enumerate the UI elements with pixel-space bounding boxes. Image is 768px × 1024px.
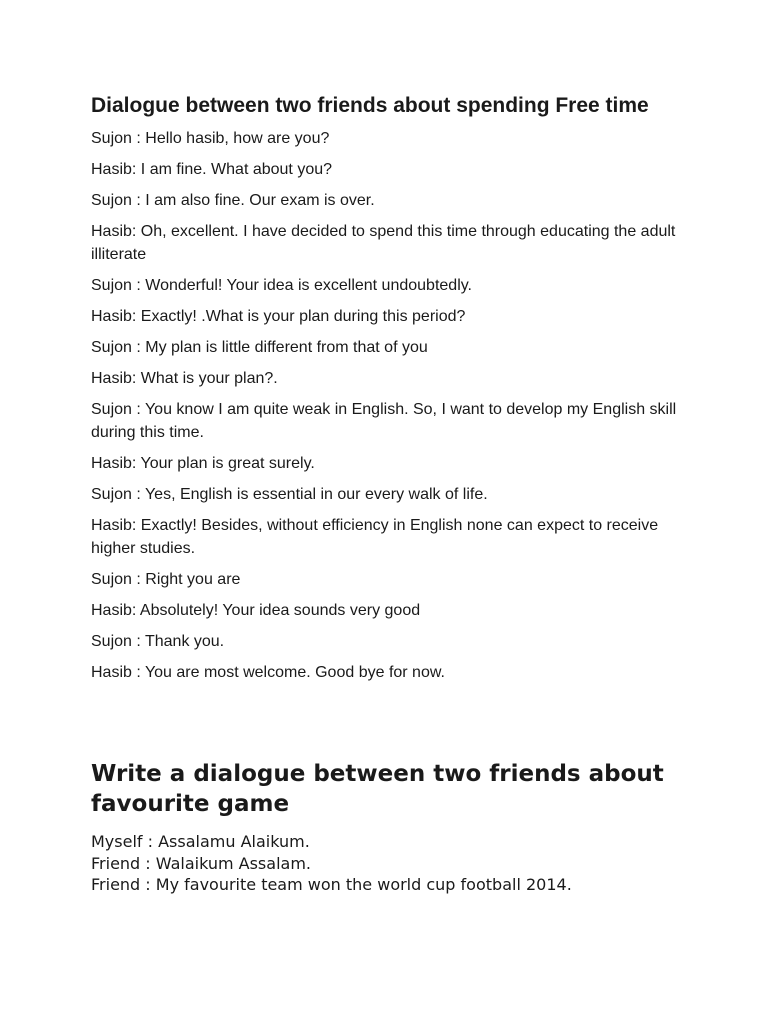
dialogue-line: Sujon : Hello hasib, how are you? bbox=[91, 130, 330, 147]
dialogue-line: Hasib : You are most welcome. Good bye for now. bbox=[91, 664, 445, 681]
dialogue-line: Sujon : Right you are bbox=[91, 571, 241, 588]
dialogue-line: Friend : Walaikum Assalam. bbox=[91, 853, 311, 873]
section-title: Dialogue between two friends about spending Free time bbox=[91, 94, 649, 117]
dialogue-line: Friend : My favourite team won the world cup football 2014. bbox=[91, 875, 572, 894]
dialogue-line: Hasib: Oh, excellent. I have decided to spend this time through educating the adult illiterate bbox=[91, 223, 676, 263]
dialogue-line: Sujon : My plan is little different from that of you bbox=[91, 339, 428, 356]
dialogue-line: Myself : Assalamu Alaikum. bbox=[91, 832, 310, 851]
dialogue-line: Hasib: Exactly! .What is your plan during this period? bbox=[91, 308, 466, 325]
dialogue-section-free-time bbox=[91, 92, 681, 692]
dialogue-line: Sujon : Yes, English is essential in our every walk of life. bbox=[91, 486, 488, 503]
dialogue-line: Sujon : Wonderful! Your idea is excellent undoubtedly. bbox=[91, 277, 472, 294]
dialogue-line: Hasib: I am fine. What about you? bbox=[91, 161, 333, 178]
dialogue-line: Hasib: What is your plan?. bbox=[91, 370, 278, 387]
section-title: Write a dialogue between two friends about favourite game bbox=[91, 761, 664, 817]
dialogue-line: Sujon : Thank you. bbox=[91, 633, 225, 650]
dialogue-line: Hasib: Your plan is great surely. bbox=[91, 455, 315, 472]
dialogue-line: Hasib: Exactly! Besides, without efficiency in English none can expect to receive higher studies. bbox=[91, 517, 659, 557]
dialogue-line: Sujon : You know I am quite weak in English. So, I want to develop my English skill during this time. bbox=[91, 401, 677, 441]
dialogue-line: Sujon : I am also fine. Our exam is over. bbox=[91, 192, 375, 209]
dialogue-section-favourite-game bbox=[91, 759, 681, 896]
dialogue-line: Hasib: Absolutely! Your idea sounds very good bbox=[91, 602, 421, 619]
